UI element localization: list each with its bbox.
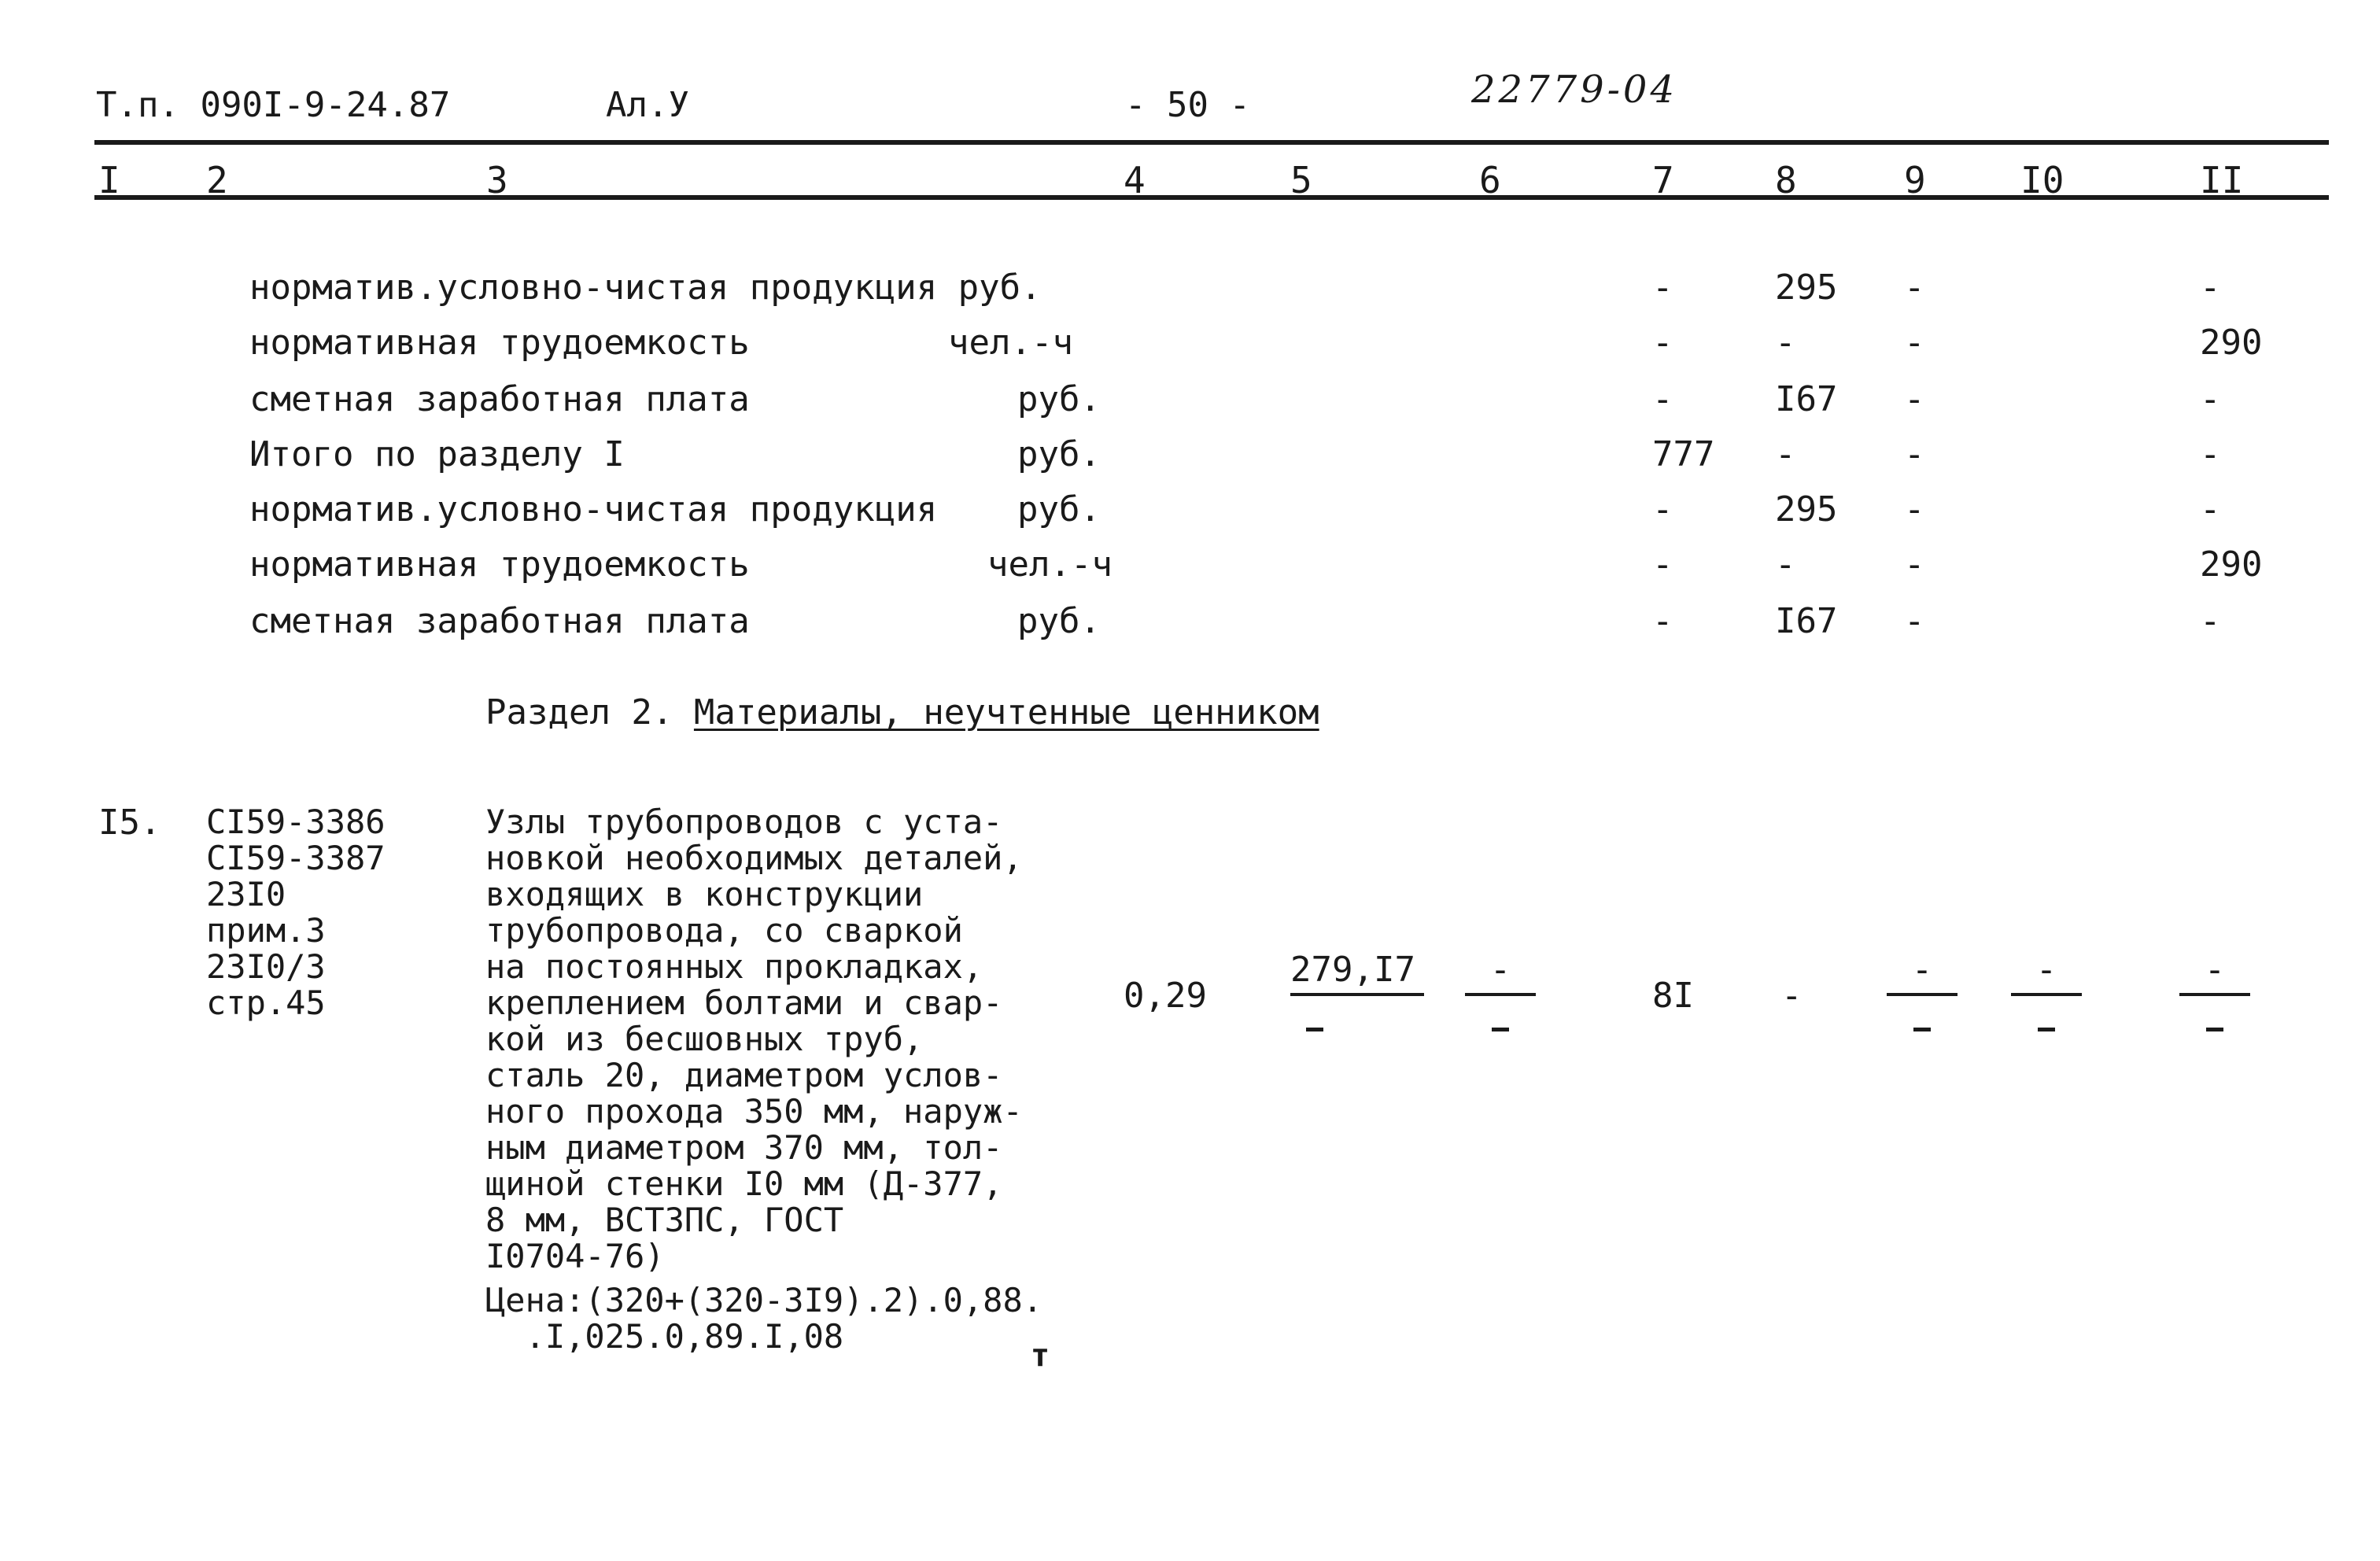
item-col7: 8I xyxy=(1652,976,1694,1016)
fraction-bottom xyxy=(2179,1007,2250,1023)
summary-label: нормативная трудоемкость xyxy=(249,323,750,363)
column-number: 6 xyxy=(1479,159,1501,201)
column-number: 3 xyxy=(486,159,508,201)
summary-cell-c11: - xyxy=(2200,379,2221,419)
item-price-formula: Цена:(320+(320-3I9).2).0,88. .I,025.0,89.I,08 xyxy=(485,1281,1043,1356)
summary-unit: руб. xyxy=(1017,601,1101,641)
summary-cell-c7: - xyxy=(1652,379,1673,419)
summary-cell-c9: - xyxy=(1904,434,1925,474)
item-col10 xyxy=(2011,950,2082,1023)
fraction-bar xyxy=(2011,993,2082,996)
column-number: 8 xyxy=(1775,159,1797,201)
summary-cell-c11: 290 xyxy=(2200,323,2263,363)
summary-cell-c11: - xyxy=(2200,268,2221,308)
item-col8: - xyxy=(1781,976,1803,1016)
summary-cell-c7: - xyxy=(1652,601,1673,641)
summary-label: сметная заработная плата xyxy=(249,379,750,419)
summary-cell-c7: - xyxy=(1652,544,1673,585)
summary-unit: руб. xyxy=(1017,489,1101,530)
summary-cell-c7: - xyxy=(1652,268,1673,308)
section-prefix: Раздел 2. xyxy=(485,692,673,733)
summary-unit: руб. xyxy=(1017,379,1101,419)
item-col10-top: - xyxy=(2035,950,2057,990)
summary-unit: чел.-ч xyxy=(987,544,1113,585)
column-number: 7 xyxy=(1652,159,1674,201)
summary-cell-c9: - xyxy=(1904,544,1925,585)
fraction-bottom xyxy=(1465,1007,1536,1023)
fraction-bottom xyxy=(1290,1007,1432,1023)
summary-cell-c8: I67 xyxy=(1775,601,1838,641)
summary-label: сметная заработная плата xyxy=(249,601,750,641)
column-number: I xyxy=(98,159,120,201)
item-col9 xyxy=(1887,950,1958,1023)
summary-label: норматив.условно-чистая продукция руб. xyxy=(249,268,1042,308)
summary-cell-c7: - xyxy=(1652,489,1673,530)
document-code: Т.п. 090I-9-24.87 xyxy=(96,85,451,125)
header-bottom-rule xyxy=(94,195,2329,200)
column-number: 2 xyxy=(206,159,228,201)
summary-cell-c8: - xyxy=(1775,323,1796,363)
summary-cell-c7: - xyxy=(1652,323,1673,363)
item-unit-price-top: 279,I7 xyxy=(1290,950,1415,990)
fraction-bar xyxy=(1290,993,1424,996)
summary-unit: руб. xyxy=(1017,434,1101,474)
summary-cell-c9: - xyxy=(1904,323,1925,363)
fraction-bar xyxy=(2179,993,2250,996)
item-col6 xyxy=(1465,950,1536,1023)
summary-cell-c11: - xyxy=(2200,601,2221,641)
header-top-rule xyxy=(94,140,2329,145)
summary-cell-c11: - xyxy=(2200,434,2221,474)
item-quantity: 0,29 xyxy=(1124,976,1207,1016)
fraction-bar xyxy=(1887,993,1958,996)
summary-cell-c9: - xyxy=(1904,268,1925,308)
column-number: 5 xyxy=(1290,159,1312,201)
item-unit-price xyxy=(1290,950,1432,1023)
section-name: Материалы, неучтенные ценником xyxy=(693,692,1319,733)
fraction-bar xyxy=(1465,993,1536,996)
summary-cell-c9: - xyxy=(1904,379,1925,419)
summary-label: норматив.условно-чистая продукция xyxy=(249,489,938,530)
summary-cell-c8: I67 xyxy=(1775,379,1838,419)
summary-cell-c11: - xyxy=(2200,489,2221,530)
handwritten-number: 22779-04 xyxy=(1471,68,1677,112)
column-number: 9 xyxy=(1904,159,1926,201)
item-col11-top: - xyxy=(2204,950,2226,990)
column-number: I0 xyxy=(2020,159,2065,201)
item-number: I5. xyxy=(98,803,161,843)
page-number: - 50 - xyxy=(1125,85,1250,125)
section-title xyxy=(485,692,1319,733)
summary-cell-c8: 295 xyxy=(1775,489,1838,530)
summary-cell-c8: - xyxy=(1775,544,1796,585)
item-description: Узлы трубопроводов с уста- новкой необходимых деталей, входящих в конструкции трубопровода, со сваркой на постоянных прокладках, креплением болтами и свар- кой из бесшовных труб, сталь 20, диаметром услов- ного прохода 350 мм, наруж- ным диаметром 370 мм, тол- щиной стенки I0 мм (Д-377, 8 мм, ВСТ3ПС, ГОСТ I0704-76) xyxy=(485,803,1023,1275)
album-label: Ал.У xyxy=(606,85,689,125)
summary-cell-c11: 290 xyxy=(2200,544,2263,585)
item-codes: CI59-3386 CI59-3387 23I0 прим.3 23I0/3 стр.45 xyxy=(206,803,386,1022)
item-col6-top: - xyxy=(1489,950,1511,990)
fraction-bottom xyxy=(1887,1007,1958,1023)
column-number: II xyxy=(2200,159,2244,201)
item-col9-top: - xyxy=(1911,950,1933,990)
fraction-bottom xyxy=(2011,1007,2082,1023)
price-unit: т xyxy=(1031,1338,1050,1374)
summary-label: Итого по разделу I xyxy=(249,434,625,474)
summary-cell-c9: - xyxy=(1904,489,1925,530)
summary-cell-c8: 295 xyxy=(1775,268,1838,308)
summary-cell-c9: - xyxy=(1904,601,1925,641)
item-col11 xyxy=(2179,950,2250,1023)
summary-cell-c7: 777 xyxy=(1652,434,1715,474)
summary-label: нормативная трудоемкость xyxy=(249,544,750,585)
column-number: 4 xyxy=(1124,159,1146,201)
summary-cell-c8: - xyxy=(1775,434,1796,474)
summary-unit: чел.-ч xyxy=(948,323,1073,363)
